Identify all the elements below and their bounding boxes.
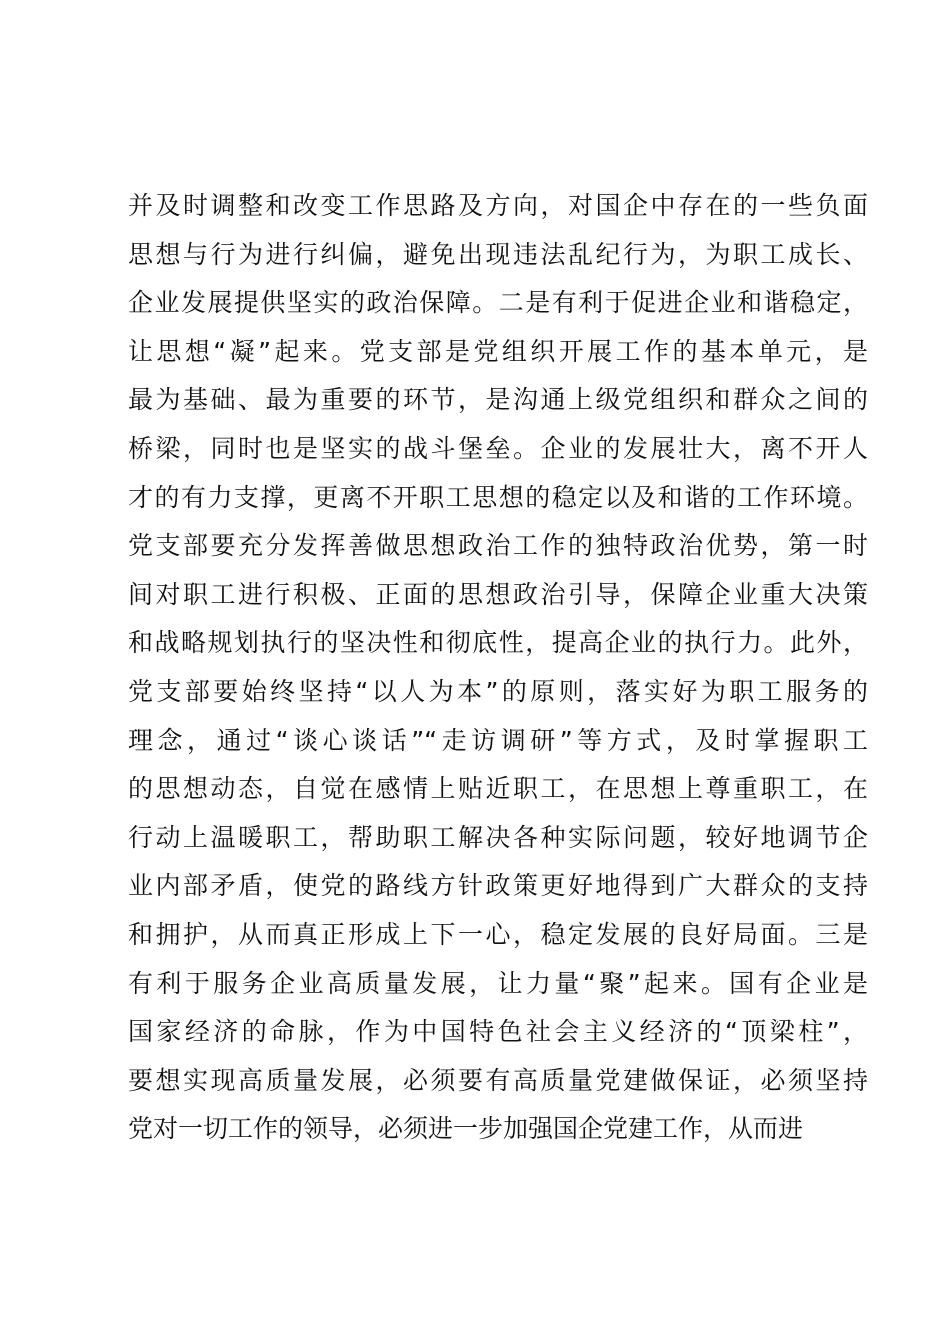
text-line: 国家经济的命脉，作为中国特色社会主义经济的“顶梁柱”， [128,1017,868,1047]
text-line: 和拥护，从而真正形成上下一心，稳定发展的良好局面。三是 [128,919,868,949]
text-line: 企业发展提供坚实的政治保障。二是有利于促进企业和谐稳定， [128,288,868,318]
text-line: 有利于服务企业高质量发展，让力量“聚”起来。国有企业是 [128,968,868,998]
text-line: 并及时调整和改变工作思路及方向，对国企中存在的一些负面 [128,191,868,220]
text-line: 理念，通过“谈心谈话”“走访调研”等方式，及时掌握职工 [128,725,868,755]
text-line: 的思想动态，自觉在感情上贴近职工，在思想上尊重职工，在 [128,774,868,804]
text-line: 党支部要充分发挥善做思想政治工作的独特政治优势，第一时 [128,531,868,561]
text-line: 业内部矛盾，使党的路线方针政策更好地得到广大群众的支持 [128,871,868,901]
text-line: 思想与行为进行纠偏，避免出现违法乱纪行为，为职工成长、 [128,239,868,269]
text-line: 让思想“凝”起来。党支部是党组织开展工作的基本单元，是 [128,336,868,366]
text-line: 党对一切工作的领导，必须进一步加强国企党建工作，从而进 [128,1114,804,1144]
text-line: 行动上温暖职工，帮助职工解决各种实际问题，较好地调节企 [128,822,868,852]
text-line: 才的有力支撑，更离不开职工思想的稳定以及和谐的工作环境。 [128,482,868,512]
text-line: 最为基础、最为重要的环节，是沟通上级党组织和群众之间的 [128,385,868,415]
text-line: 党支部要始终坚持“以人为本”的原则，落实好为职工服务的 [128,676,868,706]
text-line: 要想实现高质量发展，必须要有高质量党建做保证，必须坚持 [128,1065,868,1095]
text-line: 桥梁，同时也是坚实的战斗堡垒。企业的发展壮大，离不开人 [128,433,868,463]
text-line: 间对职工进行积极、正面的思想政治引导，保障企业重大决策 [128,579,868,609]
text-line: 和战略规划执行的坚决性和彻底性，提高企业的执行力。此外， [128,628,868,658]
body-paragraph [128,182,868,1154]
